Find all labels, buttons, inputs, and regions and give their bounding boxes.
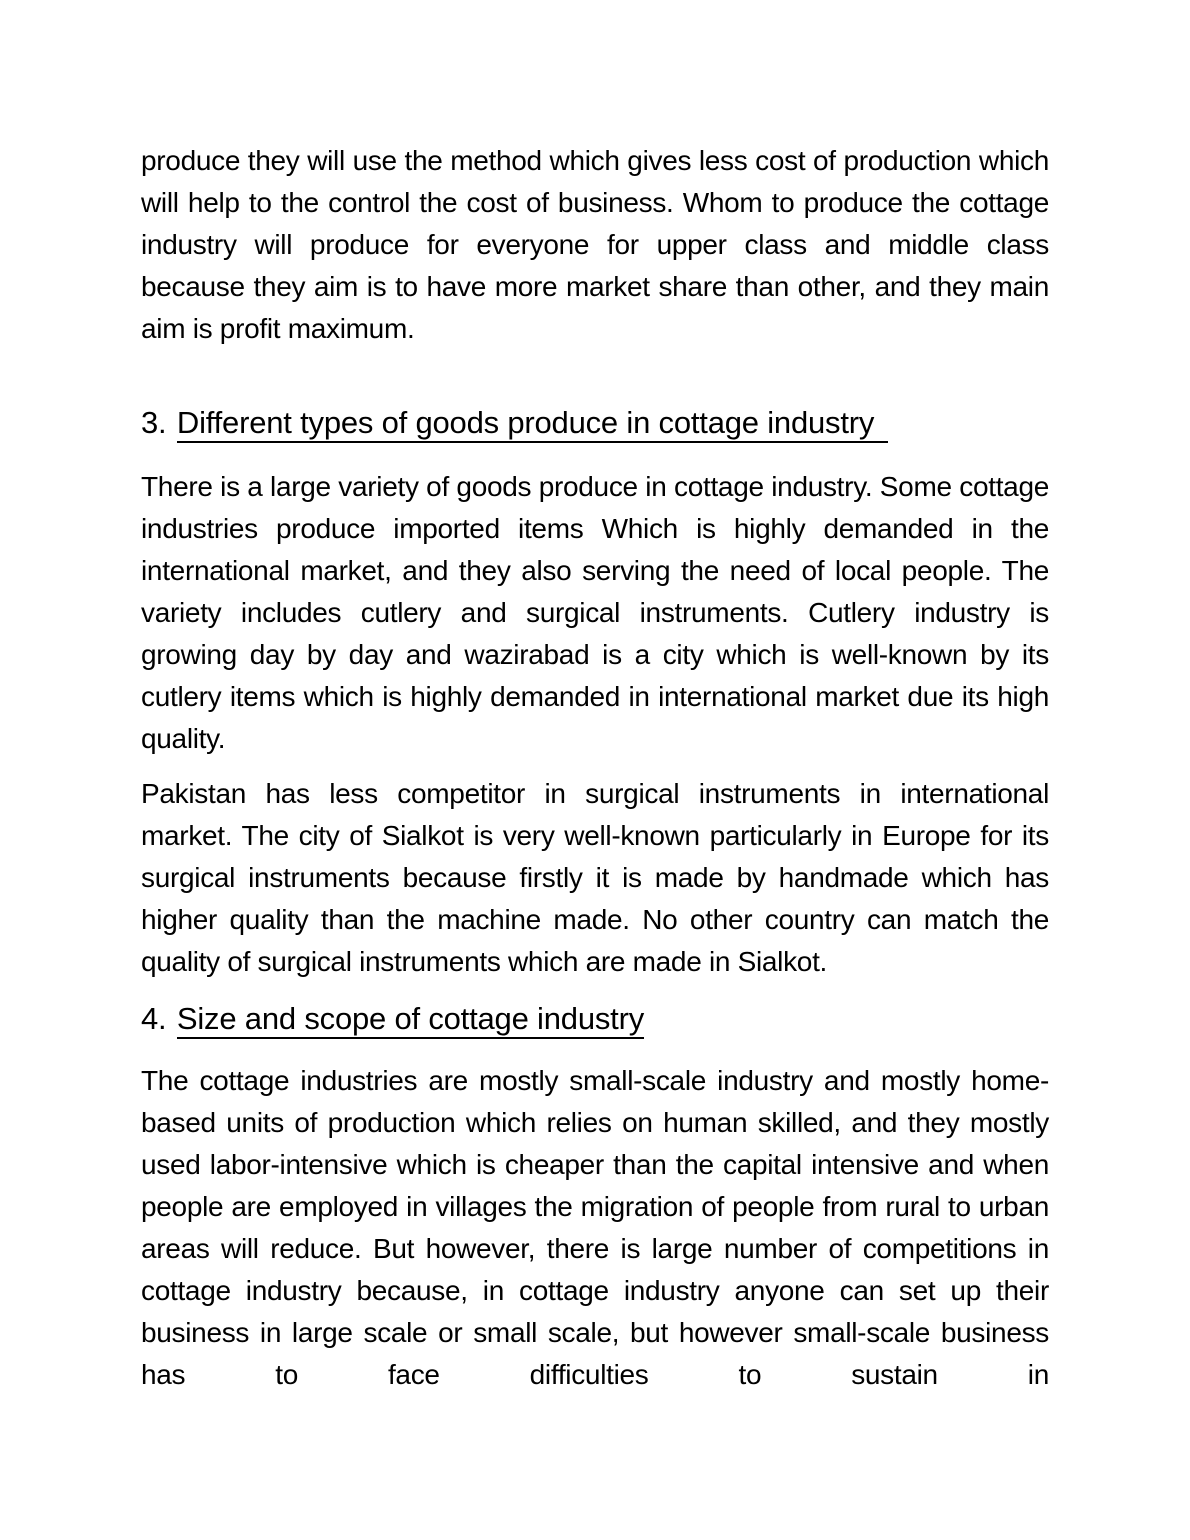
section-4-title: Size and scope of cottage industry [177,1001,644,1039]
section-heading-3 [141,400,1049,446]
section-3-title: Different types of goods produce in cottage industry [177,405,888,443]
section-3-number: 3. [141,405,167,440]
intro-paragraph: produce they will use the method which gives less cost of production which will help to the control the cost of business. Whom to produce the cottage industry will produce for everyone for upper class and middle class because they aim is to have more market share than other, and they main aim is profit maximum. [141,145,1049,344]
section-4-number: 4. [141,1001,167,1036]
section-heading-4 [141,996,1049,1042]
section-3-paragraph-2: Pakistan has less competitor in surgical instruments in international market. The city of Sialkot is very well-known particularly in Europe for its surgical instruments because firstly it is made by handmade which has higher quality than the machine made. No other country can match the quality of surgical instruments which are made in Sialkot. [141,778,1049,977]
section-3-paragraph-1: There is a large variety of goods produce in cottage industry. Some cottage industries produce imported items Which is highly demanded in the international market, and they also serving the need of local people. The variety includes cutlery and surgical instruments. Cutlery industry is growing day by day and wazirabad is a city which is well-known by its cutlery items which is highly demanded in international market due its high quality. [141,471,1049,754]
section-4-paragraph-1: The cottage industries are mostly small-scale industry and mostly home-based units of production which relies on human skilled, and they mostly used labor-intensive which is cheaper than the capital intensive and when people are employed in villages the migration of people from rural to urban areas will reduce. But however, there is large number of competitions in cottage industry because, in cottage industry anyone can set up their business in large scale or small scale, but however small-scale business has to face difficulties to sustain in [141,1065,1049,1390]
